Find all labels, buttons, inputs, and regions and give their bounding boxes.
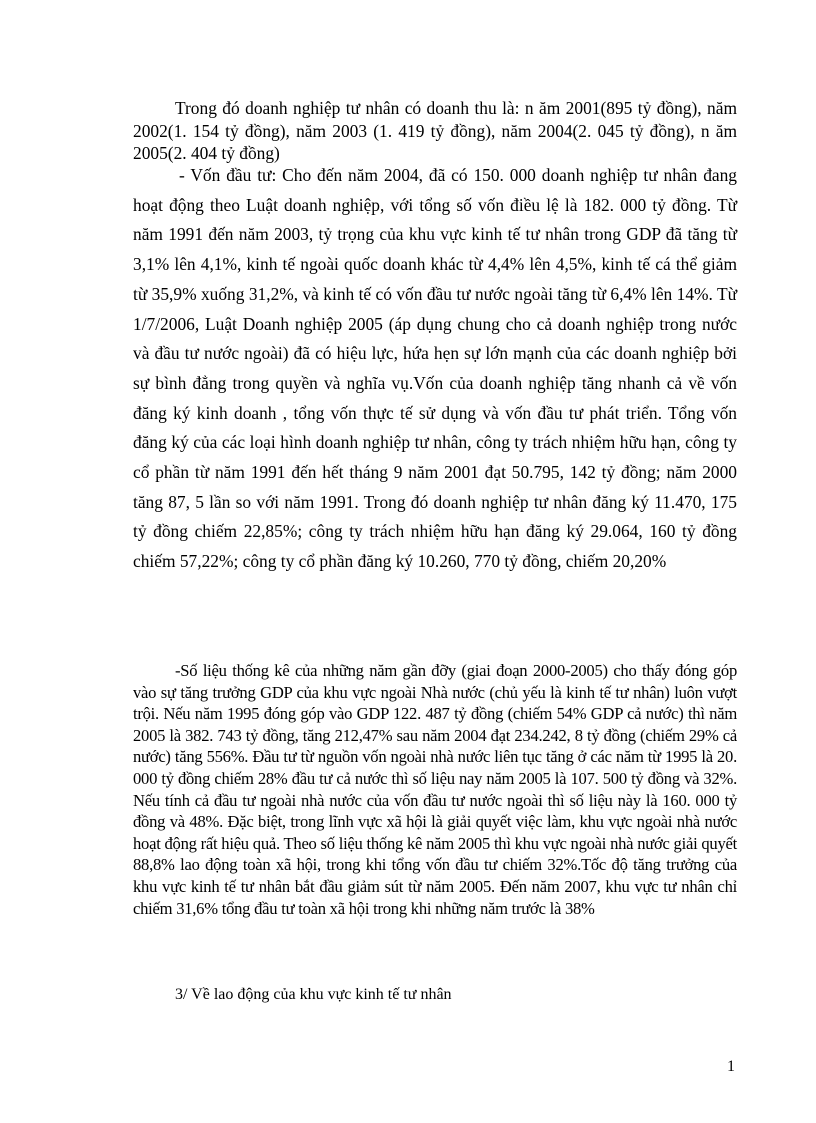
paragraph-investment-capital: - Vốn đầu tư: Cho đến năm 2004, đã có 150. 000 doanh nghiệp tư nhân đang hoạt động theo Luật doanh nghiệp, với tổng số vốn điều lệ là 182. 000 tỷ đồng. Từ năm 1991 đến năm 2003, tỷ trọng của khu vực kinh tế tư nhân trong GDP đã tăng từ 3,1% lên 4,1%, kinh tế ngoài quốc doanh khác từ 4,4% lên 4,5%, kinh tế cá thể giảm từ 35,9% xuống 31,2%, và kinh tế có vốn đầu tư nước ngoài tăng từ 6,4% lên 14%. Từ 1/7/2006, Luật Doanh nghiệp 2005 (áp dụng chung cho cả doanh nghiệp trong nước và đầu tư nước ngoài) đã có hiệu lực, hứa hẹn sự lớn mạnh của các doanh nghiệp bởi sự bình đẳng trong quyền và nghĩa vụ.Vốn của doanh nghiệp tăng nhanh cả về vốn đăng ký kinh doanh , tổng vốn thực tế sử dụng và vốn đầu tư phát triển. Tổng vốn đăng ký của các loại hình doanh nghiệp tư nhân, công ty trách nhiệm hữu hạn, công ty cổ phần từ năm 1991 đến hết tháng 9 năm 2001 đạt 50.795, 142 tỷ đồng; năm 2000 tăng 87, 5 lần so với năm 1991. Trong đó doanh nghiệp tư nhân đăng ký 11.470, 175 tỷ đồng chiếm 22,85%; công ty trách nhiệm hữu hạn đăng ký 29.064, 160 tỷ đồng chiếm 57,22%; công ty cổ phần đăng ký 10.260, 770 tỷ đồng, chiếm 20,20% [133,165,737,572]
paragraph-gdp-statistics: -Số liệu thống kê của những năm gần đỡy (giai đoạn 2000-2005) cho thấy đóng góp vào sự tăng trưởng GDP của khu vực ngoài Nhà nước (chủ yếu là kinh tế tư nhân) luôn vượt trội. Nếu năm 1995 đóng góp vào GDP 122. 487 tỷ đồng (chiếm 54% GDP cả nước) thì năm 2005 là 382. 743 tỷ đồng, tăng 212,47% sau năm 2004 đạt 234.242, 8 tỷ đồng (chiếm 29% cả nước) tăng 556%. Đầu tư từ nguồn vốn ngoài nhà nước liên tục tăng ở các năm từ 1995 là 20. 000 tỷ đồng chiếm 28% đầu tư cả nước thì số liệu nay năm 2005 là 107. 500 tỷ đồng và 32%. Nếu tính cả đầu tư ngoài nhà nước của vốn đầu tư nước ngoài thì số liệu này là 160. 000 tỷ đồng và 48%. Đặc biệt, trong lĩnh vực xã hội là giải quyết việc làm, khu vực ngoài nhà nước hoạt động rất hiệu quả. Theo số liệu thống kê năm 2005 thì khu vực ngoài nhà nước giải quyết 88,8% lao động toàn xã hội, trong khi tổng vốn đầu tư chiếm 32%.Tốc độ tăng trưởng của khu vực kinh tế tư nhân bắt đầu giảm sút từ năm 2005. Đến năm 2007, khu vực tư nhân chỉ chiếm 31,6% tổng đầu tư toàn xã hội trong khi những năm trước là 38% [133,661,737,918]
page-number: 1 [727,1058,735,1075]
paragraph-revenue: Trong đó doanh nghiệp tư nhân có doanh thu là: n ăm 2001(895 tỷ đồng), năm 2002(1. 154 tỷ đồng), năm 2003 (1. 419 tỷ đồng), năm 2004(2. 045 tỷ đồng), n ăm 2005(2. 404 tỷ đồng) [133,98,737,163]
section-heading: 3/ Về lao động của khu vực kinh tế tư nhân [175,986,452,1003]
